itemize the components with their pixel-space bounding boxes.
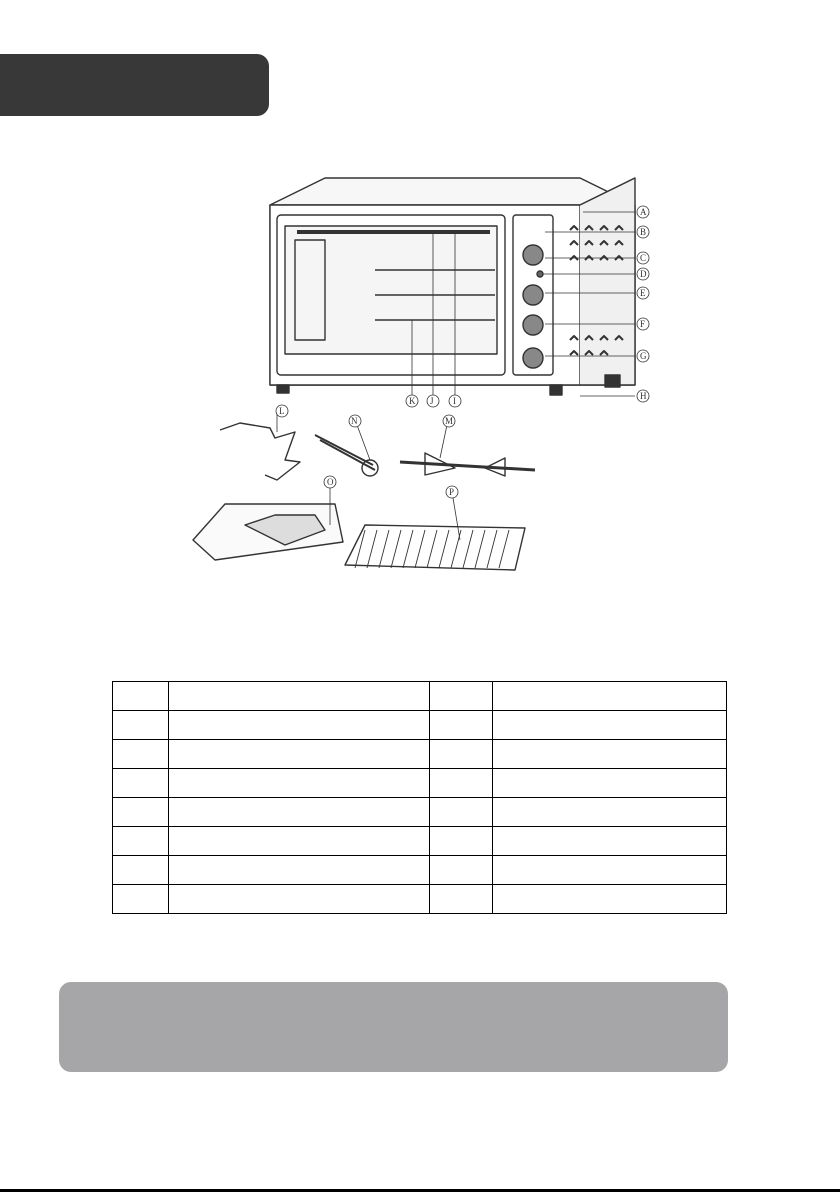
- table-cell: [430, 856, 493, 885]
- table-cell: [493, 740, 727, 769]
- table-cell: [493, 798, 727, 827]
- table-cell: [493, 827, 727, 856]
- note-box: [59, 982, 728, 1072]
- table-cell: [169, 769, 430, 798]
- table-cell: [493, 769, 727, 798]
- table-row: [113, 827, 727, 856]
- table-cell: [430, 827, 493, 856]
- table-cell: [169, 856, 430, 885]
- table-cell: [169, 711, 430, 740]
- label-h: H: [640, 391, 647, 401]
- label-n: N: [351, 416, 358, 426]
- table-cell: [113, 856, 169, 885]
- label-p: P: [449, 487, 455, 497]
- label-j: J: [430, 396, 434, 406]
- table-cell: [113, 827, 169, 856]
- label-f: F: [640, 319, 646, 329]
- table-cell: [493, 711, 727, 740]
- table-cell: [113, 740, 169, 769]
- label-o: O: [327, 477, 334, 487]
- table-cell: [169, 682, 430, 711]
- label-l: L: [279, 406, 285, 416]
- section-header-tab: [0, 54, 269, 116]
- label-k: K: [409, 396, 416, 406]
- table-row: [113, 682, 727, 711]
- table-cell: [169, 885, 430, 914]
- table-cell: [113, 798, 169, 827]
- table-row: [113, 885, 727, 914]
- table-row: [113, 798, 727, 827]
- table-cell: [430, 769, 493, 798]
- table-cell: [430, 711, 493, 740]
- label-i: I: [453, 396, 456, 406]
- table-cell: [430, 682, 493, 711]
- label-m: M: [445, 416, 454, 426]
- label-a: A: [640, 207, 647, 217]
- label-d: D: [640, 269, 647, 279]
- label-b: B: [640, 227, 647, 237]
- table-row: [113, 856, 727, 885]
- table-cell: [113, 682, 169, 711]
- table-cell: [430, 885, 493, 914]
- table-row: [113, 711, 727, 740]
- parts-list-table: [112, 681, 727, 914]
- label-e: E: [640, 288, 646, 298]
- table-cell: [493, 885, 727, 914]
- table-cell: [493, 682, 727, 711]
- table-cell: [113, 885, 169, 914]
- table-cell: [430, 740, 493, 769]
- table-cell: [493, 856, 727, 885]
- table-cell: [430, 798, 493, 827]
- table-row: [113, 740, 727, 769]
- oven-parts-diagram: [185, 170, 675, 590]
- table-row: [113, 769, 727, 798]
- table-cell: [169, 827, 430, 856]
- table-cell: [169, 740, 430, 769]
- table-cell: [113, 711, 169, 740]
- table-cell: [169, 798, 430, 827]
- label-g: G: [640, 351, 647, 361]
- label-c: C: [640, 253, 647, 263]
- table-cell: [113, 769, 169, 798]
